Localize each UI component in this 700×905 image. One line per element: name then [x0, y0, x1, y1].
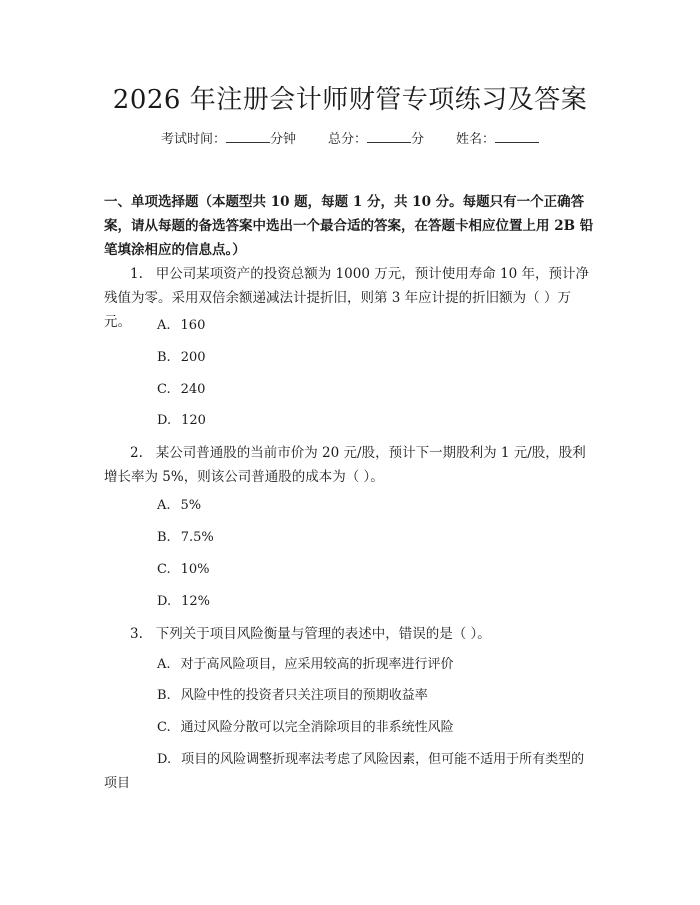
name-blank — [495, 130, 539, 143]
option-1d: D. 120 — [157, 413, 206, 428]
time-blank — [226, 130, 270, 143]
option-3b: B. 风险中性的投资者只关注项目的预期收益率 — [157, 688, 428, 703]
option-1a: A. 160 — [157, 318, 206, 333]
question-text: 下列关于项目风险衡量与管理的表述中，错误的是（ ）。 — [155, 626, 491, 642]
document-title: 2026 年注册会计师财管专项练习及答案 — [112, 85, 588, 115]
name-label: 姓名： — [456, 132, 496, 147]
score-unit: 分 — [411, 132, 425, 147]
question-2 — [104, 441, 596, 489]
question-number: 1. — [130, 266, 143, 282]
question-3 — [104, 622, 596, 646]
option-2a: A. 5% — [157, 498, 202, 513]
exam-meta — [0, 130, 700, 150]
time-label: 考试时间： — [160, 132, 226, 147]
score-label: 总分： — [327, 132, 367, 147]
section-heading: 一、单项选择题（本题型共 10 题，每题 1 分，共 10 分。每题只有一个正确答案，请从每题的备选答案中选出一个最合适的答案，在答题卡相应位置上用 2B 铅笔填涂相应的信息点。） — [104, 194, 594, 258]
question-number: 3. — [130, 626, 143, 642]
option-3d: D. 项目的风险调整折现率法考虑了风险因素，但可能不适用于所有类型的项目 — [104, 752, 585, 791]
option-3c: C. 通过风险分散可以完全消除项目的非系统性风险 — [157, 720, 454, 735]
question-number: 2. — [130, 445, 143, 461]
score-blank — [367, 130, 411, 143]
option-1c: C. 240 — [157, 382, 206, 397]
option-2b: B. 7.5% — [157, 530, 214, 545]
option-2c: C. 10% — [157, 562, 210, 577]
option-2d: D. 12% — [157, 594, 210, 609]
option-1b: B. 200 — [157, 350, 206, 365]
option-3a: A. 对于高风险项目，应采用较高的折现率进行评价 — [157, 657, 454, 672]
time-unit: 分钟 — [269, 132, 296, 147]
question-text: 甲公司某项资产的投资总额为 1000 万元，预计使用寿命 10 年，预计净残值为零。采用双倍余额递减法计提折旧，则第 3 年应计提的折旧额为（ ）万元。 — [104, 266, 589, 330]
question-text: 某公司普通股的当前市价为 20 元/股，预计下一期股利为 1 元/股，股利增长率为 5%，则该公司普通股的成本为（ ）。 — [104, 445, 586, 485]
